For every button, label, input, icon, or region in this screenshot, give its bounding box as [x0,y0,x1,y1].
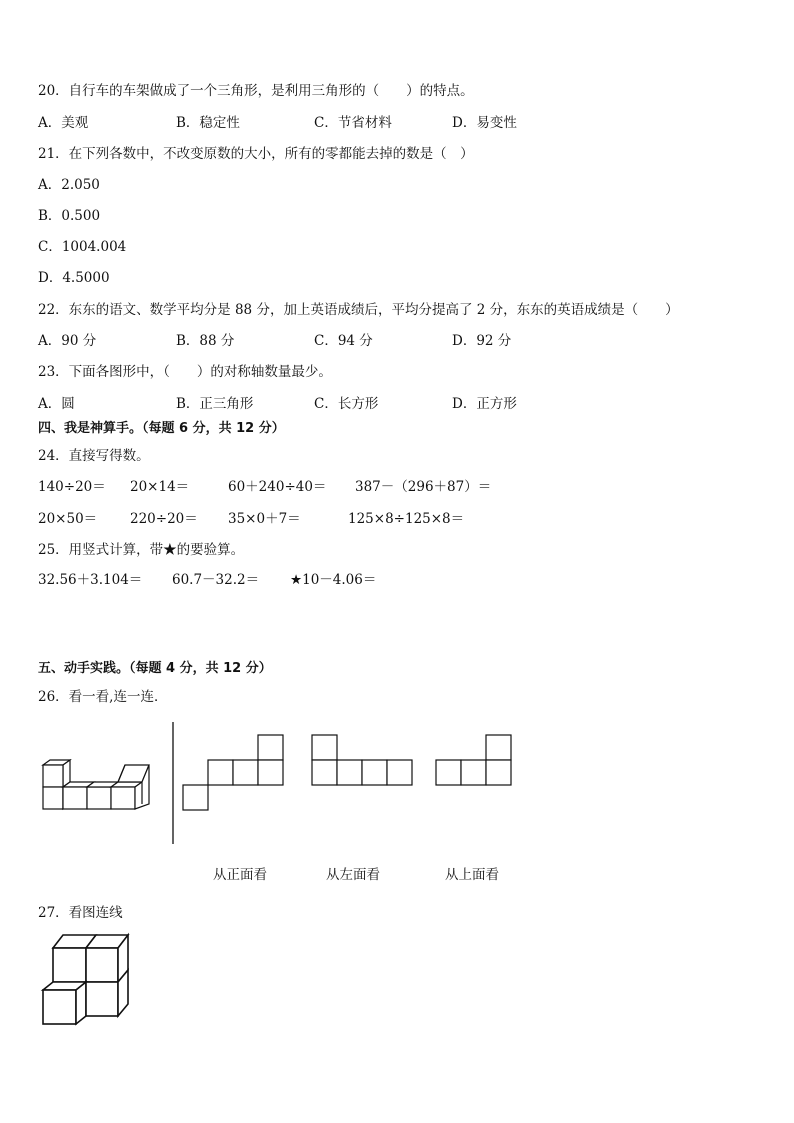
q24-expr-2: 20×14＝ [130,479,190,495]
q22-option-a: A．90 分 [38,333,97,349]
view-shape-2 [311,734,414,787]
q20-option-c: C．节省材料 [314,115,392,131]
figure-divider [171,722,175,844]
q24-expr-7: 35×0＋7＝ [228,511,301,527]
q22-option-b: B．88 分 [176,333,235,349]
question-23-stem: 23．下面各图形中，（ ）的对称轴数量最少。 [38,364,332,380]
q25-expr-1: 32.56＋3.104＝ [38,572,143,588]
q20-option-b: B．稳定性 [176,115,240,131]
cube-stack-figure [38,930,130,1028]
view-shape-3 [435,734,513,787]
question-21-stem: 21．在下列各数中，不改变原数的大小，所有的零都能去掉的数是（ ） [38,146,474,162]
cube-solid-figure [40,760,155,812]
q21-option-b: B．0.500 [38,208,101,224]
q24-expr-5: 20×50＝ [38,511,98,527]
q25-expr-3: ★10－4.06＝ [290,572,377,588]
q23-option-b: B．正三角形 [176,396,254,412]
q24-expr-3: 60＋240÷40＝ [228,479,327,495]
q21-option-d: D．4.5000 [38,270,110,286]
section-4-heading: 四、我是神算手。（每题 6 分，共 12 分） [38,421,285,436]
q23-option-a: A．圆 [38,396,75,412]
q24-expr-4: 387－（296＋87）＝ [355,479,492,495]
q21-option-c: C．1004.004 [38,239,127,255]
label-left-view: 从左面看 [326,867,380,883]
q22-option-c: C．94 分 [314,333,373,349]
question-25-stem: 25．用竖式计算，带★的要验算。 [38,542,245,558]
q21-option-a: A．2.050 [38,177,100,193]
q24-expr-6: 220÷20＝ [130,511,198,527]
q23-option-c: C．长方形 [314,396,379,412]
view-shape-1 [182,734,284,812]
label-top-view: 从上面看 [445,867,499,883]
question-24-stem: 24．直接写得数。 [38,448,150,464]
q23-option-d: D．正方形 [452,396,517,412]
question-26-stem: 26．看一看,连一连． [38,689,168,705]
q20-option-d: D．易变性 [452,115,517,131]
q22-option-d: D．92 分 [452,333,512,349]
section-5-heading: 五、动手实践。（每题 4 分，共 12 分） [38,661,272,676]
question-22-stem: 22．东东的语文、数学平均分是 88 分，加上英语成绩后，平均分提高了 2 分，东东的英语成绩是（ ） [38,302,679,318]
q24-expr-1: 140÷20＝ [38,479,106,495]
q20-option-a: A．美观 [38,115,89,131]
q24-expr-8: 125×8÷125×8＝ [348,511,465,527]
question-20-stem: 20．自行车的车架做成了一个三角形，是利用三角形的（ ）的特点。 [38,83,474,99]
question-27-stem: 27．看图连线 [38,905,123,921]
q25-expr-2: 60.7－32.2＝ [172,572,260,588]
label-front-view: 从正面看 [213,867,267,883]
